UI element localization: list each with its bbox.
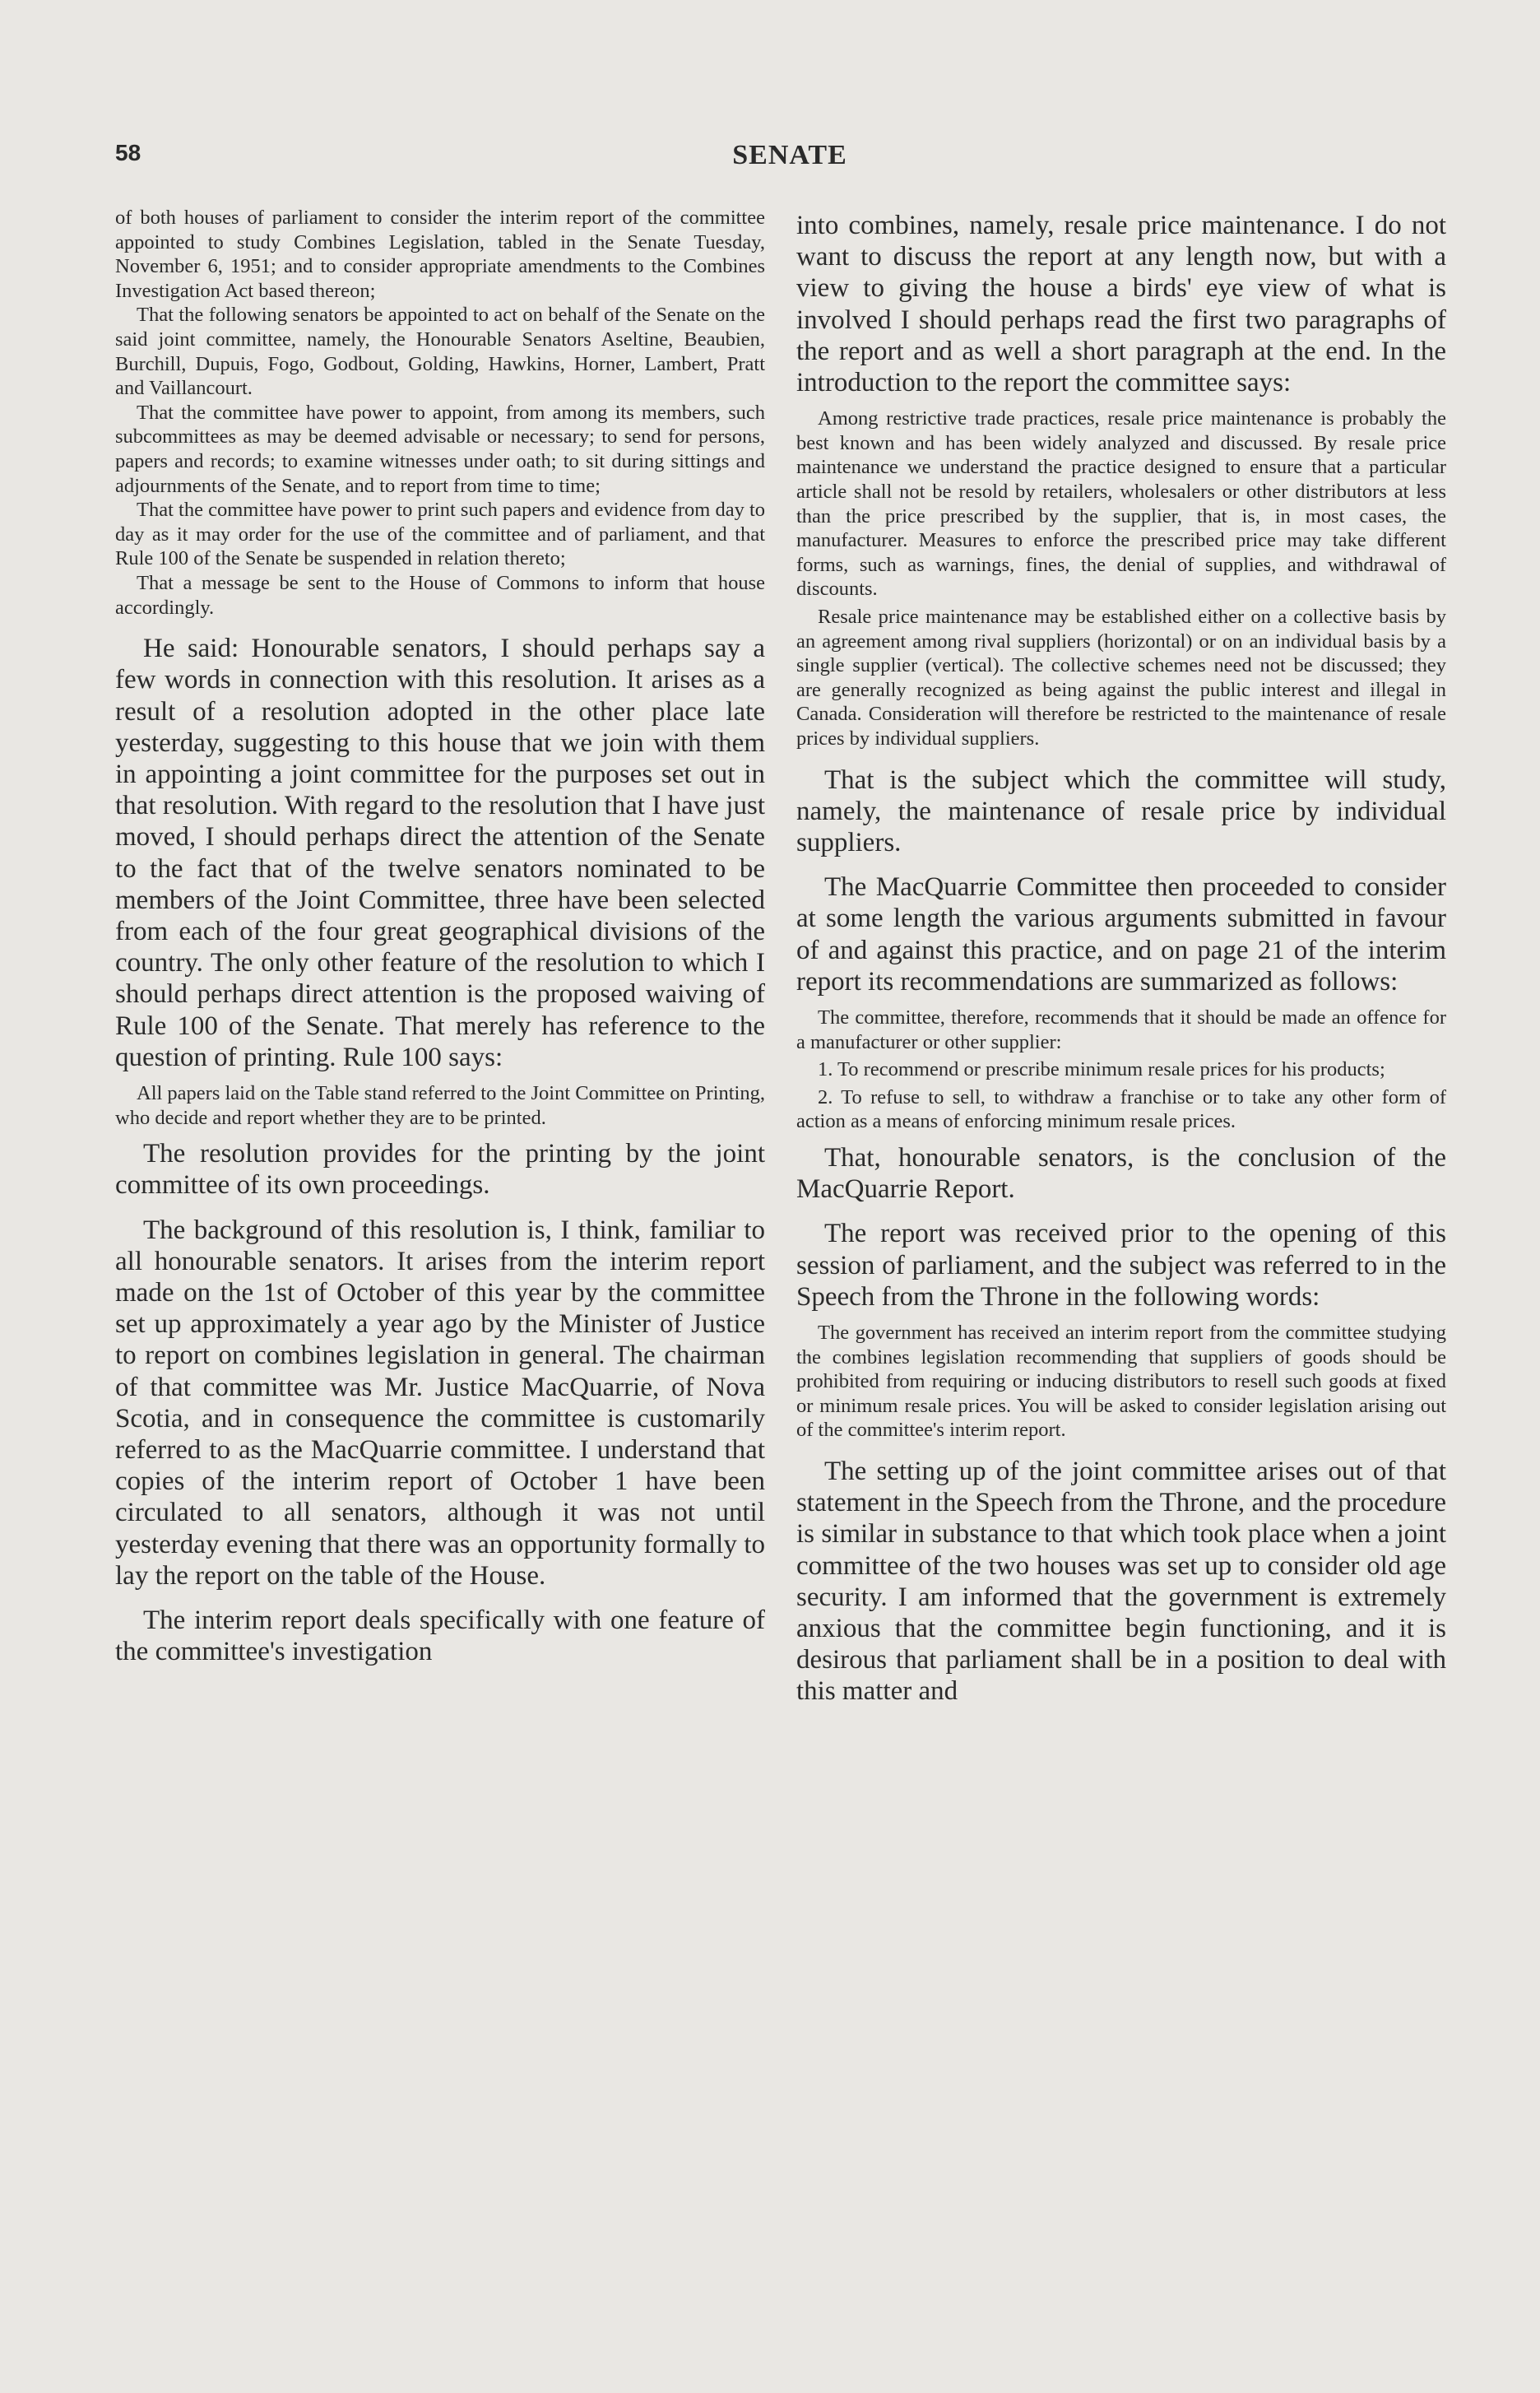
speech-paragraph: That, honourable senators, is the conclusion of the MacQuarrie Report.	[796, 1142, 1446, 1205]
speech-paragraph: The interim report deals specifically with one feature of the committee's investigation	[115, 1605, 765, 1667]
quoted-rule: All papers laid on the Table stand referred to the Joint Committee on Printing, who decide and report whether they are to be printed.	[115, 1081, 765, 1129]
speech-paragraph: The setting up of the joint committee arises out of that statement in the Speech from the Throne, and the procedure is similar in substance to that which took place when a joint committee of the two houses was set up to consider old age security. I am informed that the government is extremely anxious that the committee begin functioning, and it is desirous that parliament shall be in a position to deal with this matter and	[796, 1456, 1446, 1707]
quoted-recommendation: 2. To refuse to sell, to withdraw a franchise or to take any other form of action as a means of enforcing minimum resale prices.	[796, 1085, 1446, 1133]
speech-paragraph: The resolution provides for the printing by the joint committee of its own proceedings.	[115, 1139, 765, 1201]
speech-paragraph: into combines, namely, resale price maintenance. I do not want to discuss the report at any length now, but with a view to giving the house a birds' eye view of what is involved I should perhaps read the first two paragraphs of the report and as well a short paragraph at the end. In the introduction to the report the committee says:	[796, 211, 1446, 398]
page-header	[115, 140, 1464, 181]
motion-paragraph: That the committee have power to appoint, from among its members, such subcommittees as may be deemed advisable or necessary; to send for persons, papers and records; to examine witnesses under oath; to sit during sittings and adjournments of the Senate, and to report from time to time;	[115, 401, 765, 497]
quoted-throne-speech: The government has received an interim report from the committee studying the combines legislation recommending that suppliers of goods should be prohibited from requiring or inducing distributors to resell such goods at fixed or minimum resale prices. You will be asked to consider legislation arising out of the committee's interim report.	[796, 1321, 1446, 1442]
quoted-recommendation: The committee, therefore, recommends that it should be made an offence for a manufacturer or other supplier:	[796, 1006, 1446, 1053]
quoted-report: Resale price maintenance may be established either on a collective basis by an agreement among rival suppliers (horizontal) or on an individual basis by a single supplier (vertical). The collective schemes need not be discussed; they are generally recognized as being against the public interest and illegal in Canada. Consideration will therefore be restricted to the maintenance of resale prices by individual suppliers.	[796, 605, 1446, 750]
quoted-recommendation: 1. To recommend or prescribe minimum resale prices for his products;	[818, 1058, 1385, 1081]
running-head-title: SENATE	[732, 140, 847, 170]
speech-paragraph: The background of this resolution is, I think, familiar to all honourable senators. It arises from the interim report made on the 1st of October of this year by the committee set up approximately a year ago by the Minister of Justice to report on combines legislation in general. The chairman of that committee was Mr. Justice MacQuarrie, of Nova Scotia, and in consequence the committee is customarily referred to as the MacQuarrie committee. I understand that copies of the interim report of October 1 have been circulated to all senators, although it was not until yesterday evening that there was an opportunity formally to lay the report on the table of the House.	[115, 1215, 765, 1591]
motion-paragraph: That the following senators be appointed to act on behalf of the Senate on the said joint committee, namely, the Honourable Senators Aseltine, Beaubien, Burchill, Dupuis, Fogo, Godbout, Golding, Hawkins, Horner, Lambert, Pratt and Vaillancourt.	[115, 304, 765, 400]
speech-paragraph: He said: Honourable senators, I should perhaps say a few words in connection with this resolution. It arises as a result of a resolution adopted in the other place late yesterday, suggesting to this house that we join with them in appointing a joint committee for the purposes set out in that resolution. With regard to the resolution that I have just moved, I should perhaps direct the attention of the Senate to the fact that of the twelve senators nominated to be members of the Joint Committee, three have been selected from each of the four great geographical divisions of the country. The only other feature of the resolution to which I should perhaps direct attention is the proposed waiving of Rule 100 of the Senate. That merely has reference to the question of printing. Rule 100 says:	[115, 634, 765, 1072]
speech-paragraph: The MacQuarrie Committee then proceeded to consider at some length the various arguments submitted in favour of and against this practice, and on page 21 of the interim report its recommendations are summarized as follows:	[796, 872, 1446, 997]
page-number: 58	[115, 140, 141, 165]
right-column	[796, 210, 1446, 1708]
motion-paragraph: That a message be sent to the House of Commons to inform that house accordingly.	[115, 571, 765, 619]
motion-paragraph: That the committee have power to print such papers and evidence from day to day as it may order for the use of the committee and of parliament, and that Rule 100 of the Senate be suspended in relation thereto;	[115, 499, 765, 570]
motion-paragraph: of both houses of parliament to consider the interim report of the committee appointed to study Combines Legislation, tabled in the Senate Tuesday, November 6, 1951; and to consider appropriate amendments to the Combines Investigation Act based thereon;	[115, 207, 765, 302]
speech-paragraph: The report was received prior to the opening of this session of parliament, and the subject was referred to in the Speech from the Throne in the following words:	[796, 1219, 1446, 1312]
speech-paragraph: That is the subject which the committee will study, namely, the maintenance of resale price by individual suppliers.	[796, 764, 1446, 857]
quoted-report: Among restrictive trade practices, resale price maintenance is probably the best known and has been widely analyzed and discussed. By resale price maintenance we understand the practice designed to ensure that a particular article shall not be resold by retailers, wholesalers or other distributors at less than the price prescribed by the supplier, that is, in most cases, the manufacturer. Measures to enforce the prescribed price may take different forms, such as warnings, fines, the denial of supplies, and withdrawal of discounts.	[796, 407, 1446, 601]
left-column	[115, 206, 765, 1667]
